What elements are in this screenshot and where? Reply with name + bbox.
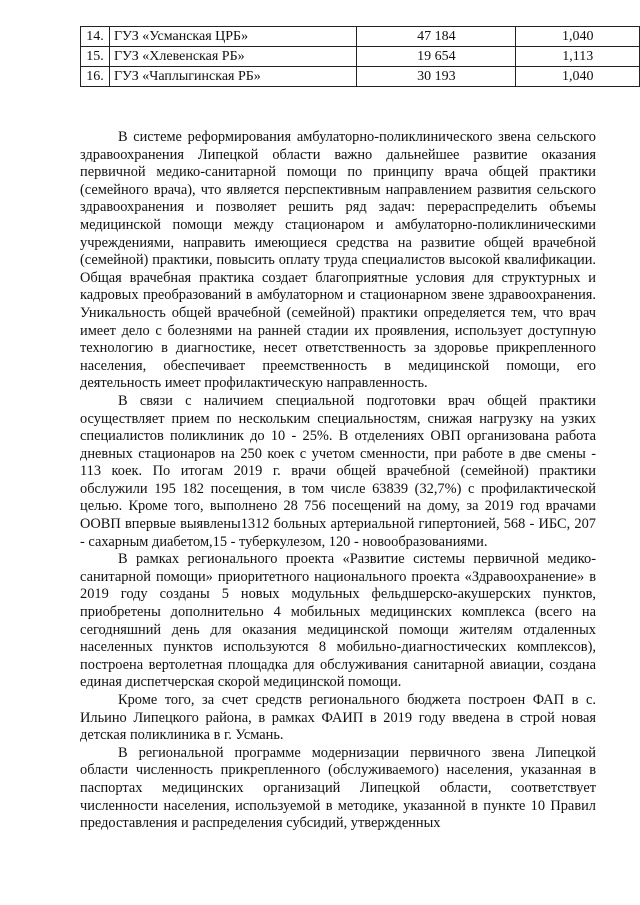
paragraph-regional-project: В рамках регионального проекта «Развитие системы первичной медико-санитарной помощи» приоритетного национального проекта «Здравоохранение» в 2019 году созданы 5 новых модульных фельдшерско-акушерских пунктов, приобретены дополнительно 4 мобильных медицинских комплекса (всего на сегодняшний день для оказания медицинской помощи жителям отдаленных населенных пунктов используются 8 мобильно-диагностических комплексов), построена вертолетная площадка для обслуживания санитарной авиации, создана единая диспетчерская скорой медицинской помощи. xyxy=(80,551,596,691)
coefficient-value: 1,040 xyxy=(516,27,640,47)
body-text xyxy=(80,129,596,833)
organization-name: ГУЗ «Усманская ЦРБ» xyxy=(109,27,356,47)
coefficient-value: 1,113 xyxy=(516,47,640,67)
organization-name: ГУЗ «Чаплыгинская РБ» xyxy=(109,67,356,87)
data-table xyxy=(80,26,640,87)
table-row xyxy=(81,27,640,47)
row-number: 16. xyxy=(81,67,110,87)
population-value: 30 193 xyxy=(357,67,516,87)
coefficient-value: 1,040 xyxy=(516,67,640,87)
population-value: 47 184 xyxy=(357,27,516,47)
table-row xyxy=(81,67,640,87)
row-number: 15. xyxy=(81,47,110,67)
paragraph-general-practice: В системе реформирования амбулаторно-поликлинического звена сельского здравоохранения Липецкой области важно дальнейшее развитие оказания первичной медико-санитарной помощи по принципу врача общей практики (семейного врача), что является перспективным направлением развития сельского здравоохранения и позволяет решить ряд задач: перераспределить объемы медицинской помощи между стационаром и амбулаторно-поликлиническими учреждениями, направить имеющиеся средства на развитие общей врачебной (семейной) практики, повысить оплату труда специалистов высокой квалификации. Общая врачебная практика создает благоприятные условия для структурных и кадровых преобразований в амбулаторном и стационарном звене здравоохранения. Уникальность общей врачебной (семейной) практики определяется тем, что врач имеет дело с болезнями на ранней стадии их проявления, использует доступную технологию в диагностике, несет ответственность за здоровье прикрепленного населения, обеспечивает преемственность в медицинской помощи, его деятельность имеет профилактическую направленность. xyxy=(80,129,596,392)
paragraph-regional-budget: Кроме того, за счет средств регионального бюджета построен ФАП в с. Ильино Липецкого района, в рамках ФАИП в 2019 году введена в строй новая детская поликлиника в г. Усмань. xyxy=(80,692,596,744)
table-row xyxy=(81,47,640,67)
paragraph-modernization: В региональной программе модернизации первичного звена Липецкой области численность прикрепленного (обслуживаемого) населения, указанная в паспортах медицинских организаций Липецкой области, соответствует численности населения, используемой в методике, указанной в пункте 10 Правил предоставления и распределения субсидий, утвержденных xyxy=(80,744,596,832)
paragraph-specialties: В связи с наличием специальной подготовки врач общей практики осуществляет прием по нескольким специальностям, снижая нагрузку на узких специалистов поликлиник до 10 - 25%. В отделениях ОВП организована работа дневных стационаров на 250 коек с учетом сменности, при работе в две смены - 113 коек. По итогам 2019 г. врачи общей врачебной (семейной) практики обслужили 195 182 посещения, в том числе 63839 (32,7%) с профилактической целью. Кроме того, выполнено 28 756 посещений на дому, за 2019 год врачами ООВП впервые выявлены1312 больных артериальной гипертонией, 568 - ИБС, 207 - сахарным диабетом,15 - туберкулезом, 120 - новообразованиями. xyxy=(80,392,596,550)
population-value: 19 654 xyxy=(357,47,516,67)
organization-name: ГУЗ «Хлевенская РБ» xyxy=(109,47,356,67)
row-number: 14. xyxy=(81,27,110,47)
